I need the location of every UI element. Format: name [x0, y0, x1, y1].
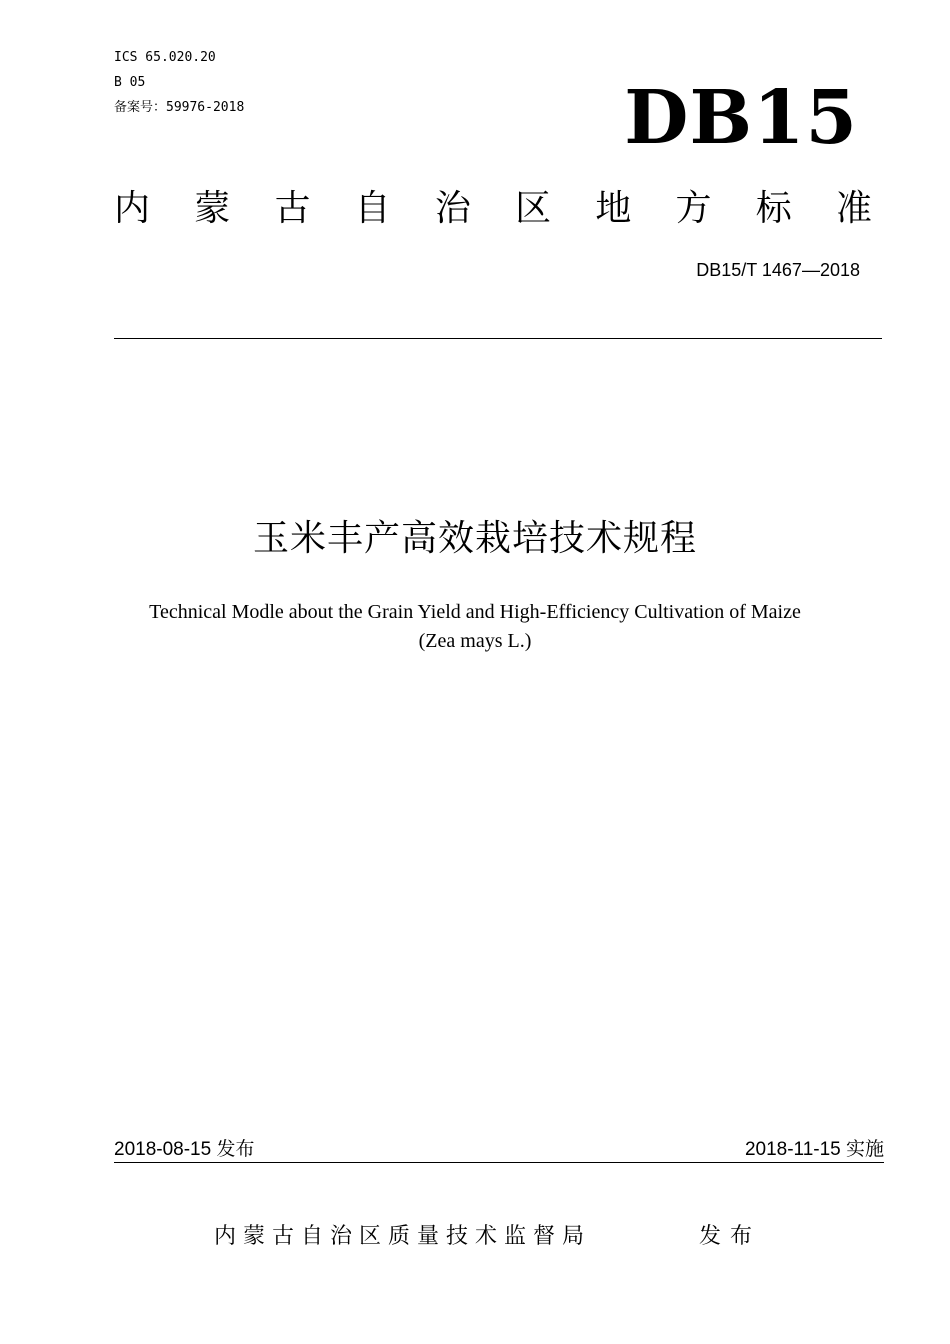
ics-code: ICS 65.020.20 [114, 50, 216, 65]
document-title-english [0, 598, 950, 656]
standard-type-char: 蒙 [194, 188, 231, 229]
english-title-line-1: Technical Modle about the Grain Yield and High-Efficiency Cultivation of Maize [149, 601, 801, 623]
header-divider [114, 338, 882, 339]
implementation-date: 2018-11-15 实施 [744, 1139, 884, 1160]
standard-type-char: 古 [274, 188, 311, 229]
classification-code: B 05 [114, 75, 146, 90]
english-title-line-2: (Zea mays L.) [418, 630, 532, 652]
publisher-name: 内蒙古自治区质量技术监督局 [214, 1224, 592, 1249]
record-number: 备案号：59976-2018 [114, 100, 245, 115]
standard-type-char: 地 [595, 188, 632, 229]
standard-type-char: 治 [434, 188, 471, 229]
standard-type-char: 准 [835, 188, 872, 229]
standard-type-char: 内 [114, 188, 151, 229]
issue-date: 2018-08-15 发布 [114, 1139, 255, 1160]
standard-type-title [114, 186, 872, 232]
db15-logo: DB15 [624, 75, 858, 161]
footer-divider [114, 1162, 884, 1163]
standard-type-char: 区 [515, 188, 552, 229]
standard-type-char: 自 [354, 188, 391, 229]
standard-number: DB15/T 1467—2018 [696, 260, 860, 280]
publish-label: 发布 [699, 1224, 762, 1249]
standard-type-char: 方 [675, 188, 712, 229]
standard-type-char: 标 [755, 188, 792, 229]
document-title-chinese: 玉米丰产高效栽培技术规程 [252, 518, 697, 559]
